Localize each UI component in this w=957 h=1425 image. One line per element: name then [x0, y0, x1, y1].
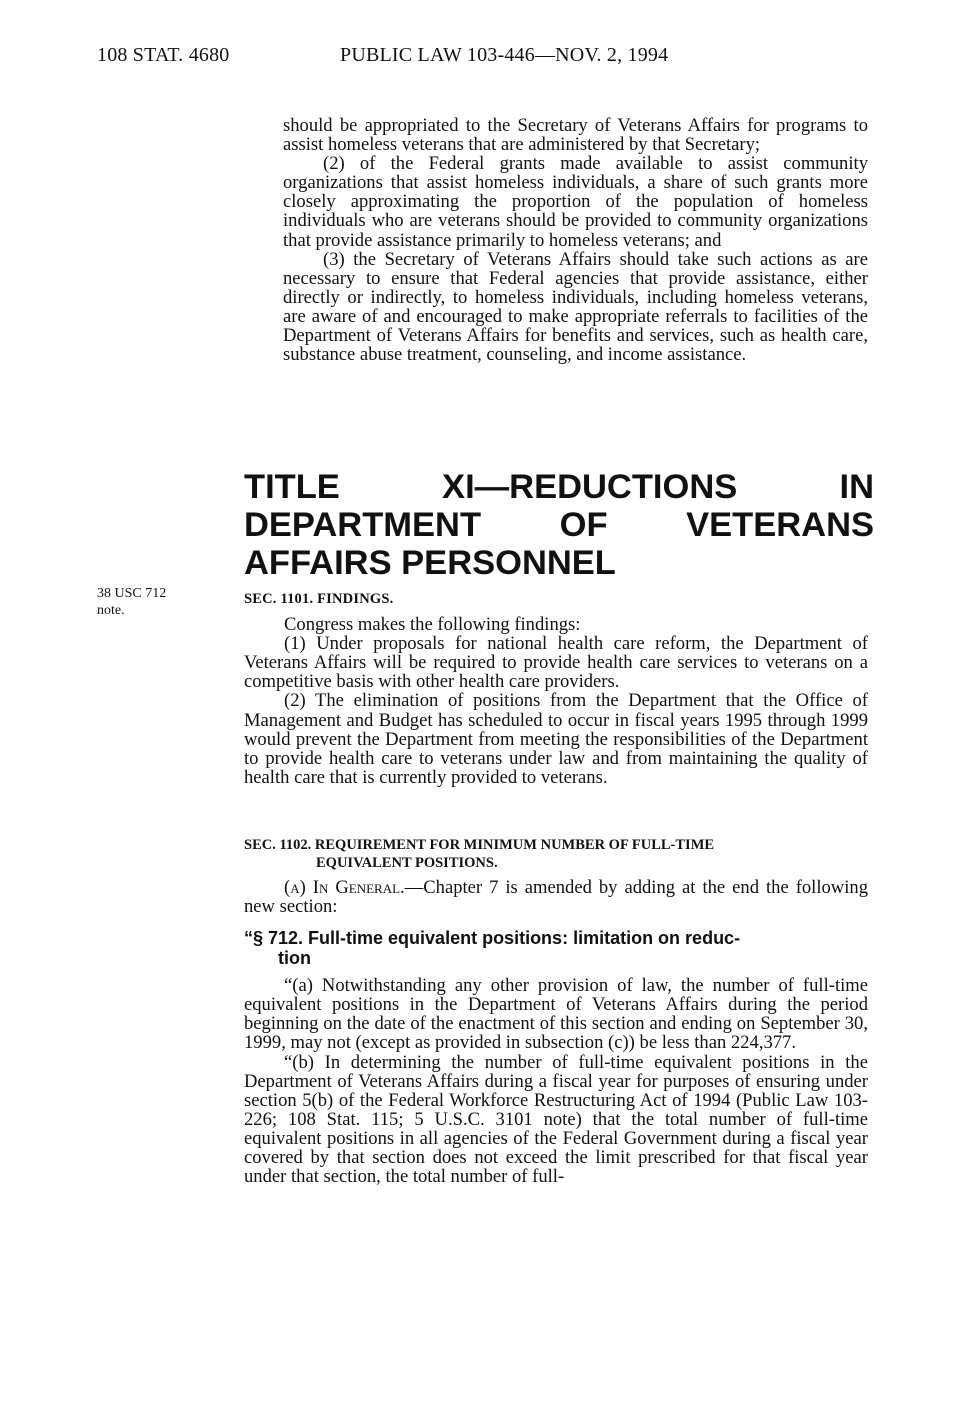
page-reference: 108 STAT. 4680: [97, 44, 230, 66]
section-1101-heading: SEC. 1101. FINDINGS.: [244, 591, 394, 607]
subsection-a-label: (a) In General.: [284, 877, 405, 898]
section-712-paragraph-b: “(b) In determining the number of full-time equivalent positions in the Department of Veterans Affairs during a fiscal year for purposes of ensuring under section 5(b) of the Federal Workforce Restructuring Act of 1994 (Public Law 103-226; 108 Stat. 115; 5 U.S.C. 3101 note) that the total number of full-time equivalent positions in all agencies of the Federal Government during a fiscal year covered by that section does not exceed the limit prescribed for that fiscal year under that section, the total number of full-: [244, 1051, 868, 1188]
margin-note: [97, 585, 166, 619]
section-712-heading-line2: tion: [278, 948, 311, 969]
section-712-heading-line1: “§ 712. Full-time equivalent positions: limitation on reduc-: [244, 928, 741, 949]
finding-1: (1) Under proposals for national health care reform, the Department of Veterans Affairs will be required to provide health care services to veterans on a competitive basis with other health care providers.: [244, 633, 868, 693]
subsection-a-text: —Chapter 7 is amended by adding at the end the following new section:: [244, 877, 868, 918]
section-712-heading: [244, 928, 868, 968]
section-1102-heading-line1: SEC. 1102. REQUIREMENT FOR MINIMUM NUMBER OF FULL-TIME: [244, 837, 715, 853]
subsection-a: [244, 878, 868, 916]
intro-paragraph-continued: should be appropriated to the Secretary of Veterans Affairs for programs to assist homeless veterans that are administered by that Secretary;: [283, 115, 868, 156]
section-1101: [244, 590, 868, 787]
intro-paragraph-2: (2) of the Federal grants made available to assist community organizations that assist homeless individuals, a share of such grants more closely approximating the proportion of the population of homeless individuals who are veterans should be provided to community organizations that provide assistance primarily to homeless veterans; and: [283, 153, 868, 251]
margin-note-label: note.: [97, 603, 125, 618]
section-1102: [244, 836, 868, 1186]
intro-text: [283, 116, 868, 364]
section-1101-lead: Congress makes the following findings:: [284, 614, 581, 636]
section-712-paragraph-a: “(a) Notwithstanding any other provision of law, the number of full-time equivalent positions in the Department of Veterans Affairs during the period beginning on the date of the enactment of this section and ending on September 30, 1999, may not (except as provided in subsection (c)) be less than 224,377.: [244, 975, 868, 1054]
intro-paragraph-3: (3) the Secretary of Veterans Affairs should take such actions as are necessary to ensure that Federal agencies that provide assistance, either directly or indirectly, to homeless individuals, including homeless veterans, are aware of and encouraged to make appropriate referrals to facilities of the Department of Veterans Affairs for benefits and services, such as health care, substance abuse treatment, counseling, and income assistance.: [283, 248, 868, 366]
section-1102-heading-line2: EQUIVALENT POSITIONS.: [316, 855, 498, 871]
finding-2: (2) The elimination of positions from the Department that the Office of Management and Budget has scheduled to occur in fiscal years 1995 through 1999 would prevent the Department from meeting the responsibilities of the Department to provide health care to veterans under law and from maintaining the quality of health care that is currently provided to veterans.: [244, 690, 868, 788]
section-1102-heading: [244, 836, 868, 872]
margin-note-citation: 38 USC 712: [97, 586, 167, 601]
running-header: PUBLIC LAW 103-446—NOV. 2, 1994: [340, 44, 669, 66]
title-heading: TITLE XI—REDUCTIONS IN DEPARTMENT OF VETERANS AFFAIRS PERSONNEL: [244, 468, 874, 582]
